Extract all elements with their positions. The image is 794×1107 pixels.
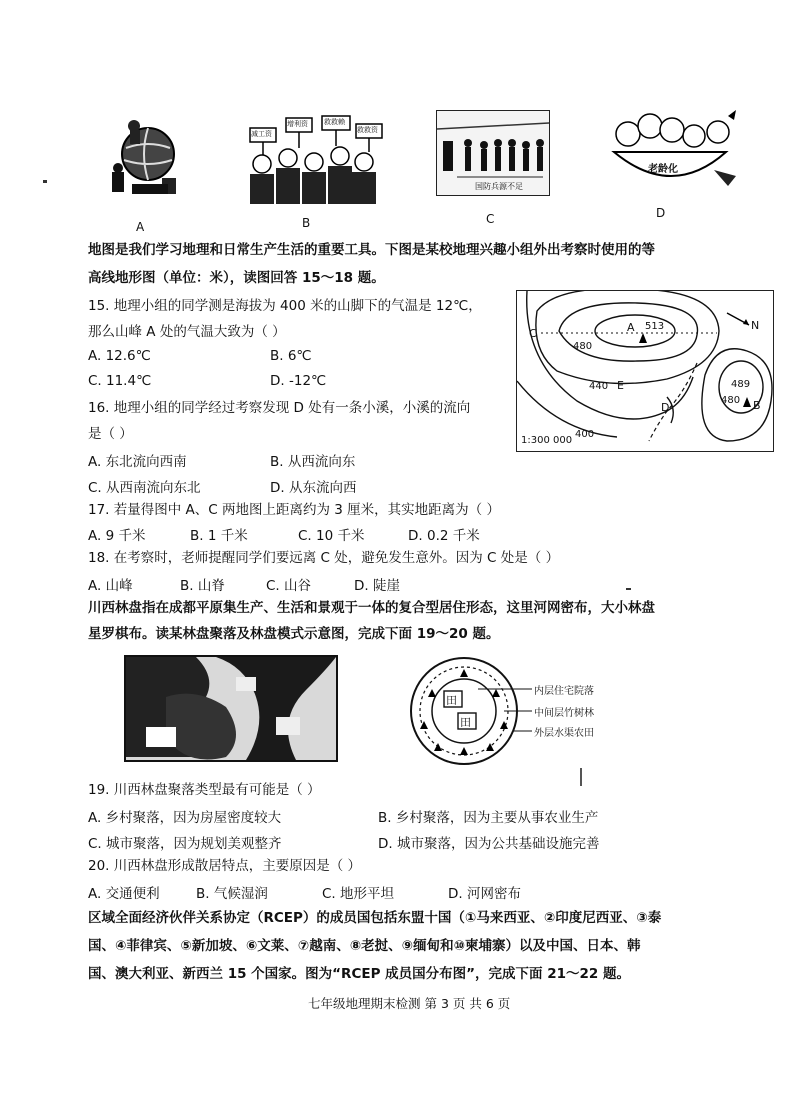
figure-c-caption: 国防兵源不足 bbox=[475, 182, 523, 191]
q20-option-a: A. 交通便利 bbox=[88, 886, 160, 902]
q15-option-b: B. 6℃ bbox=[270, 348, 312, 364]
q18-option-c: C. 山谷 bbox=[266, 578, 312, 594]
q20-option-b: B. 气候湿润 bbox=[196, 886, 268, 902]
q16-option-a: A. 东北流向西南 bbox=[88, 454, 187, 470]
contour-map bbox=[516, 290, 774, 452]
house-symbol-2: 田 bbox=[460, 716, 471, 729]
point-d-label: D bbox=[661, 401, 670, 414]
q18-option-a: A. 山峰 bbox=[88, 578, 133, 594]
intro-21-22-line1: 区域全面经济伙伴关系协定（RCEP）的成员国包括东盟十国（①马来西亚、②印度尼西亚、③泰 bbox=[88, 910, 662, 926]
globe-cartoon-image bbox=[104, 112, 184, 204]
q15-option-d: D. -12℃ bbox=[270, 373, 327, 389]
q18-option-d: D. 陡崖 bbox=[354, 578, 400, 594]
aging-cartoon-image bbox=[606, 108, 742, 192]
page-footer: 七年级地理期末检测 第 3 页 共 6 页 bbox=[308, 996, 511, 1011]
figure-a-label: A bbox=[136, 220, 145, 234]
q15-option-c: C. 11.4℃ bbox=[88, 373, 152, 389]
house-symbol-1: 田 bbox=[446, 694, 457, 707]
q16-option-b: B. 从西流向东 bbox=[270, 454, 356, 470]
q17-option-b: B. 1 千米 bbox=[190, 528, 248, 544]
q16-option-d: D. 从东流向西 bbox=[270, 480, 357, 496]
stray-dot bbox=[43, 180, 47, 183]
intro-21-22-line3: 国、澳大利亚、新西兰 15 个国家。图为“RCEP 成员国分布图”，完成下面 21～22 题。 bbox=[88, 966, 631, 982]
q19-line1: 19. 川西林盘聚落类型最有可能是（ ） bbox=[88, 782, 321, 798]
outer-layer-label: 外层水渠农田 bbox=[534, 728, 594, 739]
q20-option-c: C. 地形平坦 bbox=[322, 886, 395, 902]
q15-line2: 那么山峰 A 处的气温大致为（ ） bbox=[88, 324, 286, 340]
intro-15-18-line1: 地图是我们学习地理和日常生产生活的重要工具。下图是某校地理兴趣小组外出考察时使用的等 bbox=[88, 242, 655, 258]
sign-3: 救救赖 bbox=[324, 118, 345, 126]
q16-line2: 是（ ） bbox=[88, 426, 133, 442]
point-c-label: C bbox=[529, 327, 537, 340]
contour-400-label: 400 bbox=[575, 429, 595, 440]
intro-21-22-line2: 国、④菲律宾、⑤新加坡、⑥文莱、⑦越南、⑧老挝、⑨缅甸和⑩柬埔寨）以及中国、日本、韩 bbox=[88, 938, 641, 954]
point-a-elevation: 513 bbox=[645, 321, 665, 332]
q17-line1: 17. 若量得图中 A、C 两地图上距离约为 3 厘米，其实地距离为（ ） bbox=[88, 502, 500, 518]
q19-option-c: C. 城市聚落，因为规划美观整齐 bbox=[88, 836, 282, 852]
linpan-model-diagram bbox=[398, 655, 638, 767]
q17-option-d: D. 0.2 千米 bbox=[408, 528, 480, 544]
q18-line1: 18. 在考察时，老师提醒同学们要远离 C 处，避免发生意外。因为 C 处是（ ） bbox=[88, 550, 560, 566]
linpan-aerial-photo bbox=[124, 655, 338, 762]
point-b-elevation-489: 489 bbox=[731, 379, 751, 390]
q20-line1: 20. 川西林盘形成散居特点，主要原因是（ ） bbox=[88, 858, 362, 874]
sign-4: 救救资 bbox=[357, 126, 378, 134]
map-scale: 1:300 000 bbox=[521, 435, 573, 446]
figure-d-caption: 老龄化 bbox=[648, 164, 678, 175]
q15-option-a: A. 12.6℃ bbox=[88, 348, 151, 364]
middle-layer-label: 中间层竹树林 bbox=[534, 708, 594, 719]
north-arrow-label: N bbox=[751, 319, 760, 332]
q15-line1: 15. 地理小组的同学测是海拔为 400 米的山脚下的气温是 12℃， bbox=[88, 298, 482, 314]
inner-layer-label: 内层住宅院落 bbox=[534, 686, 594, 697]
concentric-rings-drawing bbox=[398, 655, 638, 767]
sign-1: 减工资 bbox=[251, 130, 272, 138]
stray-line bbox=[580, 768, 582, 786]
q17-option-a: A. 9 千米 bbox=[88, 528, 146, 544]
q18-option-b: B. 山脊 bbox=[180, 578, 225, 594]
q17-option-c: C. 10 千米 bbox=[298, 528, 365, 544]
stray-mark bbox=[626, 588, 631, 590]
q19-option-d: D. 城市聚落，因为公共基础设施完善 bbox=[378, 836, 600, 852]
contour-440-label: 440 bbox=[589, 381, 609, 392]
q19-option-b: B. 乡村聚落，因为主要从事农业生产 bbox=[378, 810, 599, 826]
figure-c-label: C bbox=[486, 212, 495, 226]
q19-option-a: A. 乡村聚落，因为房屋密度较大 bbox=[88, 810, 282, 826]
contour-lines-drawing bbox=[517, 291, 773, 451]
q16-option-c: C. 从西南流向东北 bbox=[88, 480, 201, 496]
figure-a bbox=[104, 112, 184, 204]
q16-line1: 16. 地理小组的同学经过考察发现 D 处有一条小溪，小溪的流向 bbox=[88, 400, 471, 416]
intro-19-20-line1: 川西林盘指在成都平原集生产、生活和景观于一体的复合型居住形态，这里河网密布，大小林盘 bbox=[88, 600, 655, 616]
figure-d-label: D bbox=[656, 206, 666, 220]
sign-2: 增利资 bbox=[287, 120, 308, 128]
figure-c bbox=[436, 110, 550, 196]
figure-b bbox=[244, 112, 386, 208]
point-e-label: E bbox=[617, 379, 624, 392]
aerial-photo-image bbox=[126, 657, 336, 760]
intro-19-20-line2: 星罗棋布。读某林盘聚落及林盘模式示意图，完成下面 19～20 题。 bbox=[88, 626, 500, 642]
contour-480-label: 480 bbox=[573, 341, 593, 352]
point-a-label: A bbox=[627, 321, 635, 334]
figure-b-label: B bbox=[302, 216, 311, 230]
intro-15-18-line2: 高线地形图（单位：米），读图回答 15～18 题。 bbox=[88, 270, 385, 286]
figure-d bbox=[606, 108, 742, 192]
q20-option-d: D. 河网密布 bbox=[448, 886, 521, 902]
point-b-elevation-480: 480 bbox=[721, 395, 741, 406]
point-b-label: B bbox=[753, 399, 761, 412]
